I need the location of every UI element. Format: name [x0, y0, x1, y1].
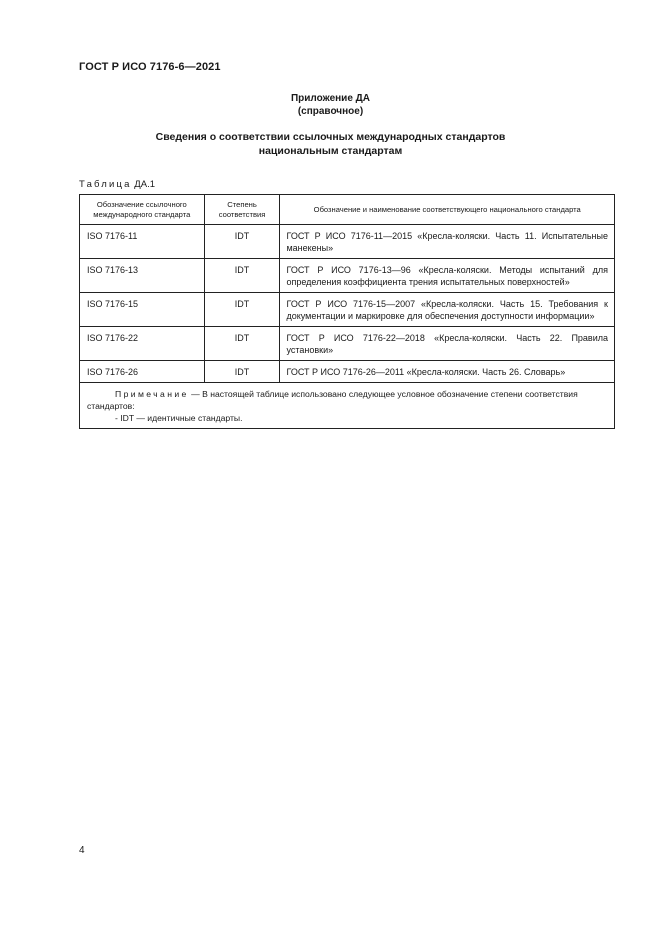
- standards-table: [79, 194, 615, 429]
- cell-degree: IDT: [204, 259, 280, 293]
- document-title-line2: национальным стандартам: [258, 145, 403, 157]
- note-item: - IDT — идентичные стандарты.: [115, 413, 243, 423]
- cell-national: ГОСТ Р ИСО 7176-11—2015 «Кресла-коляски. Часть 11. Испытательные манекены»: [280, 225, 615, 259]
- cell-degree: IDT: [204, 327, 280, 361]
- cell-national: ГОСТ Р ИСО 7176-13—96 «Кресла-коляски. Методы испытаний для определения коэффициента трения испытательных поверхностей»: [280, 259, 615, 293]
- annex-heading: [0, 92, 661, 118]
- table-header-row: [80, 195, 615, 225]
- cell-degree: IDT: [204, 225, 280, 259]
- table-note-row: [80, 383, 615, 429]
- note-text: — В настоящей таблице использовано следующее условное обозначение степени соответствия стандартов:: [87, 389, 578, 411]
- cell-standard: ISO 7176-22: [80, 327, 205, 361]
- table-caption-number: ДА.1: [134, 179, 155, 190]
- note-label: Примечание: [115, 389, 189, 399]
- table-row: [80, 293, 615, 327]
- document-title: [0, 130, 661, 158]
- cell-standard: ISO 7176-26: [80, 361, 205, 383]
- cell-standard: ISO 7176-13: [80, 259, 205, 293]
- cell-national: ГОСТ Р ИСО 7176-26—2011 «Кресла-коляски. Часть 26. Словарь»: [280, 361, 615, 383]
- table-caption: [79, 179, 155, 190]
- header-degree: Степень соответствия: [204, 195, 280, 225]
- header-national-standard: Обозначение и наименование соответствующего национального стандарта: [280, 195, 615, 225]
- annex-title: Приложение ДА: [290, 93, 371, 104]
- document-title-line1: Сведения о соответствии ссылочных международных стандартов: [155, 131, 506, 143]
- header-international-standard: Обозначение ссылочного международного стандарта: [80, 195, 205, 225]
- cell-standard: ISO 7176-11: [80, 225, 205, 259]
- table-row: [80, 259, 615, 293]
- page-header: ГОСТ Р ИСО 7176-6—2021: [79, 61, 221, 73]
- cell-degree: IDT: [204, 293, 280, 327]
- annex-subtitle: (справочное): [297, 106, 364, 117]
- table-note: [80, 383, 615, 429]
- page-number: 4: [79, 845, 85, 856]
- cell-national: ГОСТ Р ИСО 7176-15—2007 «Кресла-коляски. Часть 15. Требования к документации и маркировке для обеспечения доступности информации»: [280, 293, 615, 327]
- table-row: [80, 225, 615, 259]
- table-row: [80, 361, 615, 383]
- cell-degree: IDT: [204, 361, 280, 383]
- cell-standard: ISO 7176-15: [80, 293, 205, 327]
- cell-national: ГОСТ Р ИСО 7176-22—2018 «Кресла-коляски. Часть 22. Правила установки»: [280, 327, 615, 361]
- table-row: [80, 327, 615, 361]
- table-caption-label: Таблица: [79, 179, 132, 190]
- note-first-line: [87, 389, 578, 411]
